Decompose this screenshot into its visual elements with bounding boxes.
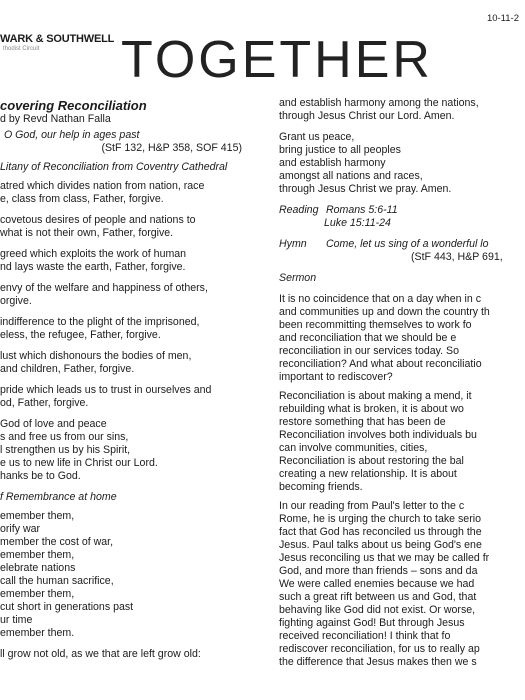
sermon-line: fighting against God! But through Jesus	[279, 617, 465, 629]
sermon-line: Rome, he is urging the church to take serio	[279, 513, 481, 525]
sermon-line: restore something that has been de	[279, 416, 446, 428]
article-byline: d by Revd Nathan Falla	[0, 113, 111, 125]
sermon-line: Reconciliation involves both individuals bu	[279, 429, 477, 441]
remembrance-line: call the human sacrifice,	[0, 575, 114, 587]
remembrance-line: cut short in generations past	[0, 601, 134, 613]
sermon-line: God, and more than friends – sons and da	[279, 565, 478, 577]
sermon-line: been recommitting themselves to work fo	[279, 319, 472, 331]
hymn-label: Hymn	[279, 238, 307, 250]
sermon-line: rediscover reconciliation, for us to really ap	[279, 643, 480, 655]
newsletter-title: TOGETHER	[121, 31, 433, 89]
hymn-title: O God, our help in ages past	[4, 129, 140, 141]
litany-line: eless, the refugee, Father, forgive.	[0, 329, 161, 341]
litany-line: atred which divides nation from nation, race	[0, 180, 205, 192]
remembrance-line: elebrate nations	[0, 562, 76, 574]
remembrance-line: ur time	[0, 614, 33, 626]
sermon-line: the difference that Jesus makes then we s	[279, 656, 477, 668]
circuit-name: WARK & SOUTHWELL	[0, 33, 115, 45]
litany-line: e, class from class, Father, forgive.	[0, 193, 164, 205]
litany-line: orgive.	[0, 295, 32, 307]
remembrance-line: emember them.	[0, 627, 75, 639]
litany-line: what is not their own, Father, forgive.	[0, 227, 174, 239]
sermon-line: In our reading from Paul's letter to the c	[279, 500, 465, 512]
prayer-line: hanks be to God.	[0, 470, 81, 482]
sermon-line: reconciliation in our services today. So	[279, 345, 459, 357]
sermon-line: rebuilding what is broken, it is about wo	[279, 403, 464, 415]
prayer-line: and establish harmony among the nations,	[279, 97, 479, 109]
remembrance-line: member the cost of war,	[0, 536, 114, 548]
hymn-refs: (StF 132, H&P 358, SOF 415)	[101, 142, 242, 154]
hymn-title: Come, let us sing of a wonderful lo	[326, 238, 489, 250]
sermon-line: Reconciliation is about making a mend, it	[279, 390, 472, 402]
litany-line: nd lays waste the earth, Father, forgive.	[0, 261, 186, 273]
sermon-line: Jesus. Paul talks about us being God's ene	[279, 539, 482, 551]
litany-line: od, Father, forgive.	[0, 397, 89, 409]
sermon-line: fact that God has reconciled us through the	[279, 526, 482, 538]
left-column	[0, 98, 250, 661]
reading-ref: Romans 5:6-11	[326, 204, 398, 216]
litany-line: envy of the welfare and happiness of others,	[0, 282, 208, 294]
sermon-line: received reconciliation! I think that fo	[279, 630, 451, 642]
prayer-line: God of love and peace	[0, 418, 107, 430]
prayer-line: l strengthen us by his Spirit,	[0, 444, 131, 456]
prayer-line: amongst all nations and races,	[279, 170, 423, 182]
sermon-line: creating a new relationship. It is about	[279, 468, 457, 480]
litany-line: indifference to the plight of the imprisoned,	[0, 316, 200, 328]
prayer-line: s and free us from our sins,	[0, 431, 129, 443]
litany-title: Litany of Reconciliation from Coventry Cathedral	[0, 161, 228, 173]
litany-line: pride which leads us to trust in ourselves and	[0, 384, 212, 396]
remembrance-line: emember them,	[0, 588, 75, 600]
sermon-line: can involve communities, cities,	[279, 442, 428, 454]
prayer-line: through Jesus Christ our Lord. Amen.	[279, 110, 455, 122]
remembrance-title: f Remembrance at home	[0, 491, 117, 503]
remembrance-line: emember them,	[0, 510, 75, 522]
circuit-subtitle: thodist Circuit	[3, 46, 40, 52]
sermon-line: becoming friends.	[279, 481, 363, 493]
hymn-row	[279, 238, 525, 251]
prayer-line: Grant us peace,	[279, 131, 355, 143]
sermon-line: We were called enemies because we had	[279, 578, 475, 590]
sermon-line: and communities up and down the country th	[279, 306, 490, 318]
remembrance-line: emember them,	[0, 549, 75, 561]
closing-line: ll grow not old, as we that are left grow old:	[0, 648, 201, 660]
reading-ref: Luke 15:11-24	[324, 217, 391, 229]
issue-date: 10-11-2	[486, 13, 519, 24]
prayer-line: through Jesus Christ we pray. Amen.	[279, 183, 452, 195]
reading-row	[279, 204, 525, 217]
prayer-line: e us to new life in Christ our Lord.	[0, 457, 158, 469]
reading-label: Reading	[279, 204, 319, 216]
sermon-line: and reconciliation that we should be e	[279, 332, 457, 344]
prayer-line: and establish harmony	[279, 157, 386, 169]
sermon-line: Jesus reconciling us that we may be called fr	[279, 552, 490, 564]
prayer-line: bring justice to all peoples	[279, 144, 401, 156]
sermon-line: It is no coincidence that on a day when in c	[279, 293, 481, 305]
litany-line: lust which dishonours the bodies of men,	[0, 350, 192, 362]
sermon-line: behaving like God did not exist. Or worse,	[279, 604, 476, 616]
litany-line: covetous desires of people and nations to	[0, 214, 196, 226]
article-heading: covering Reconciliation	[0, 98, 147, 113]
right-column	[279, 97, 525, 669]
sermon-line: Reconciliation is about restoring the bal	[279, 455, 464, 467]
sermon-line: important to rediscover?	[279, 371, 393, 383]
sermon-line: reconciliation? And what about reconciliatio	[279, 358, 482, 370]
litany-line: greed which exploits the work of human	[0, 248, 187, 260]
sermon-line: such a great rift between us and God, that	[279, 591, 477, 603]
hymn-refs: (StF 443, H&P 691,	[411, 251, 503, 263]
litany-line: and children, Father, forgive.	[0, 363, 135, 375]
sermon-heading: Sermon	[279, 272, 317, 284]
remembrance-line: orify war	[0, 523, 41, 535]
